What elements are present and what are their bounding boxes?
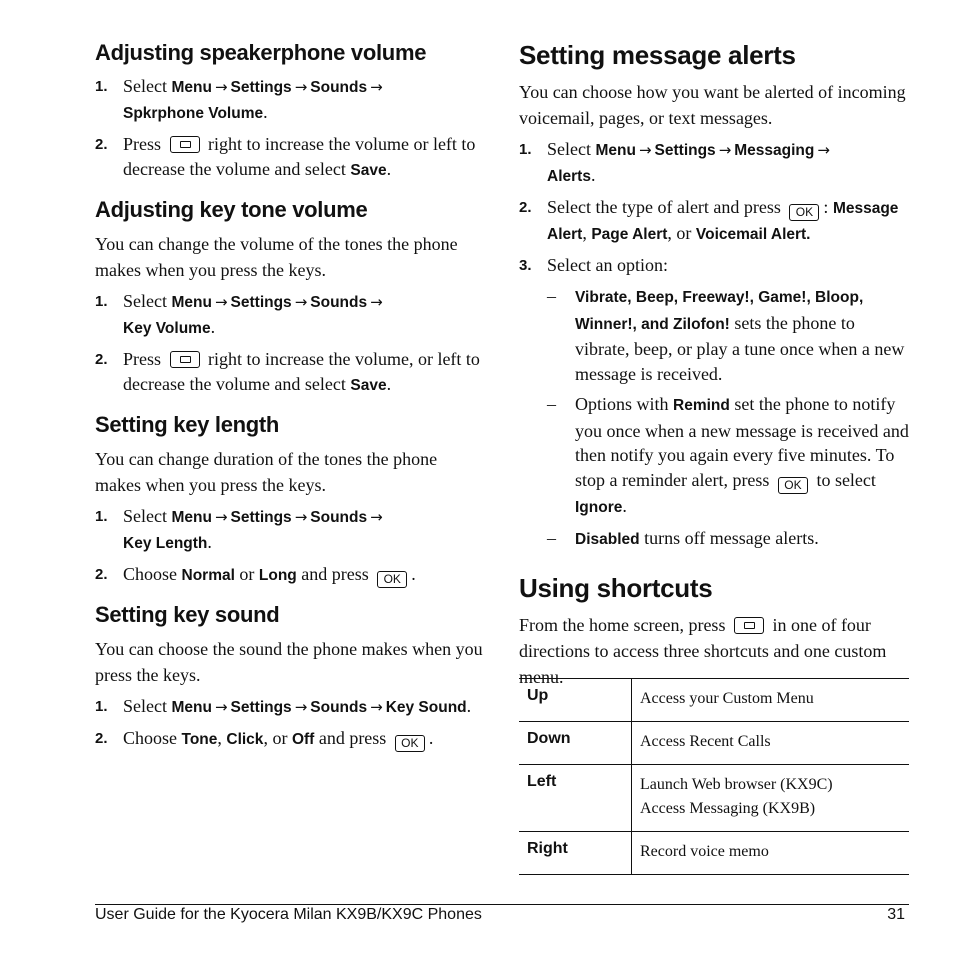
shortcut-direction: Down [519, 722, 632, 765]
arrow-icon: → [294, 698, 308, 716]
ok-key-icon: OK [377, 571, 407, 588]
ok-key-icon: OK [778, 477, 808, 494]
shortcuts-table [519, 678, 909, 875]
section-speakerphone-volume [95, 40, 483, 183]
shortcut-direction: Up [519, 679, 632, 722]
left-column [95, 40, 483, 766]
step-3: 3. Select an option: [519, 255, 668, 275]
option-remind: – Options with Remind set the phone to notify you once when a new message is received and then notify you again every five minutes. To stop a reminder alert, press OK to select Ignore. [547, 394, 909, 516]
step-1: 1. Select Menu → Settings → Sounds → Spkrphone Volume. [95, 74, 483, 126]
arrow-icon: → [370, 698, 383, 716]
shortcuts-intro: From the home screen, press in one of four directions to access three shortcuts and one custom menu. [519, 614, 887, 687]
nav-key-icon [170, 351, 200, 368]
arrow-icon: → [370, 78, 383, 96]
key-tone-intro: You can change the volume of the tones the phone makes when you press the keys. [95, 234, 458, 280]
nav-key-icon [170, 136, 200, 153]
table-row [519, 765, 909, 832]
footer-title: User Guide for the Kyocera Milan KX9B/KX9C Phones [95, 906, 482, 923]
arrow-icon: → [370, 293, 383, 311]
section-key-length [95, 412, 483, 588]
arrow-icon: → [370, 508, 383, 526]
key-sound-intro: You can choose the sound the phone makes when you press the keys. [95, 639, 483, 685]
ok-key-icon: OK [789, 204, 819, 221]
heading-message-alerts: Setting message alerts [519, 40, 796, 70]
shortcut-action [632, 679, 910, 722]
arrow-icon: → [294, 78, 308, 96]
heading-key-tone-volume: Adjusting key tone volume [95, 197, 368, 222]
section-using-shortcuts [519, 573, 911, 690]
table-row [519, 722, 909, 765]
arrow-icon: → [638, 141, 652, 159]
arrow-icon: → [294, 508, 308, 526]
nav-key-icon [734, 617, 764, 634]
arrow-icon: → [214, 293, 228, 311]
step-2: 2. Press right to increase the volume or left to decrease the volume and select Save. [95, 134, 476, 179]
key-length-intro: You can change duration of the tones the phone makes when you press the keys. [95, 449, 438, 495]
arrow-icon: → [214, 78, 228, 96]
step-1: 1. Select Menu → Settings → Messaging → Alerts. [519, 137, 911, 189]
shortcut-direction: Left [519, 765, 632, 832]
shortcut-action-line: Launch Web browser (KX9C) [640, 776, 833, 793]
table-row [519, 832, 909, 875]
ok-key-icon: OK [395, 735, 425, 752]
step-1: 1. Select Menu → Settings → Sounds → Key Length. [95, 504, 483, 556]
step-1: 1. Select Menu → Settings → Sounds → Key Volume. [95, 289, 483, 341]
heading-using-shortcuts: Using shortcuts [519, 572, 713, 603]
right-column [519, 40, 911, 704]
shortcut-action [632, 765, 910, 832]
arrow-icon: → [214, 508, 228, 526]
page-number: 31 [887, 906, 905, 923]
page-footer [95, 904, 909, 924]
message-alerts-intro: You can choose how you want be alerted of incoming voicemail, pages, or text messages. [519, 82, 906, 128]
arrow-icon: → [214, 698, 228, 716]
heading-speakerphone-volume: Adjusting speakerphone volume [95, 40, 427, 65]
arrow-icon: → [294, 293, 308, 311]
shortcut-action [632, 832, 910, 875]
shortcut-action-line: Access Messaging (KX9B) [640, 800, 816, 817]
section-key-tone-volume [95, 197, 483, 398]
shortcut-action [632, 722, 910, 765]
shortcut-action-line: Record voice memo [640, 843, 769, 860]
shortcuts-table-body [519, 679, 909, 875]
shortcut-action-line: Access Recent Calls [640, 733, 771, 750]
option-disabled: – Disabled turns off message alerts. [547, 528, 819, 548]
table-row [519, 679, 909, 722]
shortcut-action-line: Access your Custom Menu [640, 690, 814, 707]
step-2: 2. Press right to increase the volume, or left to decrease the volume and select Save. [95, 349, 480, 394]
option-tunes: – Vibrate, Beep, Freeway!, Game!, Bloop, Winner!, and Zilofon! sets the phone to vibrate, beep, or play a tune once when a new message is received. [547, 286, 905, 384]
section-message-alerts [519, 40, 911, 553]
step-2: 2. Choose Tone, Click, or Off and press OK . [95, 728, 434, 750]
heading-key-length: Setting key length [95, 412, 280, 437]
step-1: 1. Select Menu → Settings → Sounds → Key Sound. [95, 696, 472, 716]
step-2: 2. Choose Normal or Long and press OK . [95, 564, 416, 586]
arrow-icon: → [718, 141, 732, 159]
heading-key-sound: Setting key sound [95, 602, 280, 627]
shortcut-direction: Right [519, 832, 632, 875]
step-2: 2. Select the type of alert and press OK : Message Alert, Page Alert, or Voicemail Alert. [519, 197, 899, 243]
arrow-icon: → [817, 141, 830, 159]
section-key-sound [95, 602, 483, 752]
